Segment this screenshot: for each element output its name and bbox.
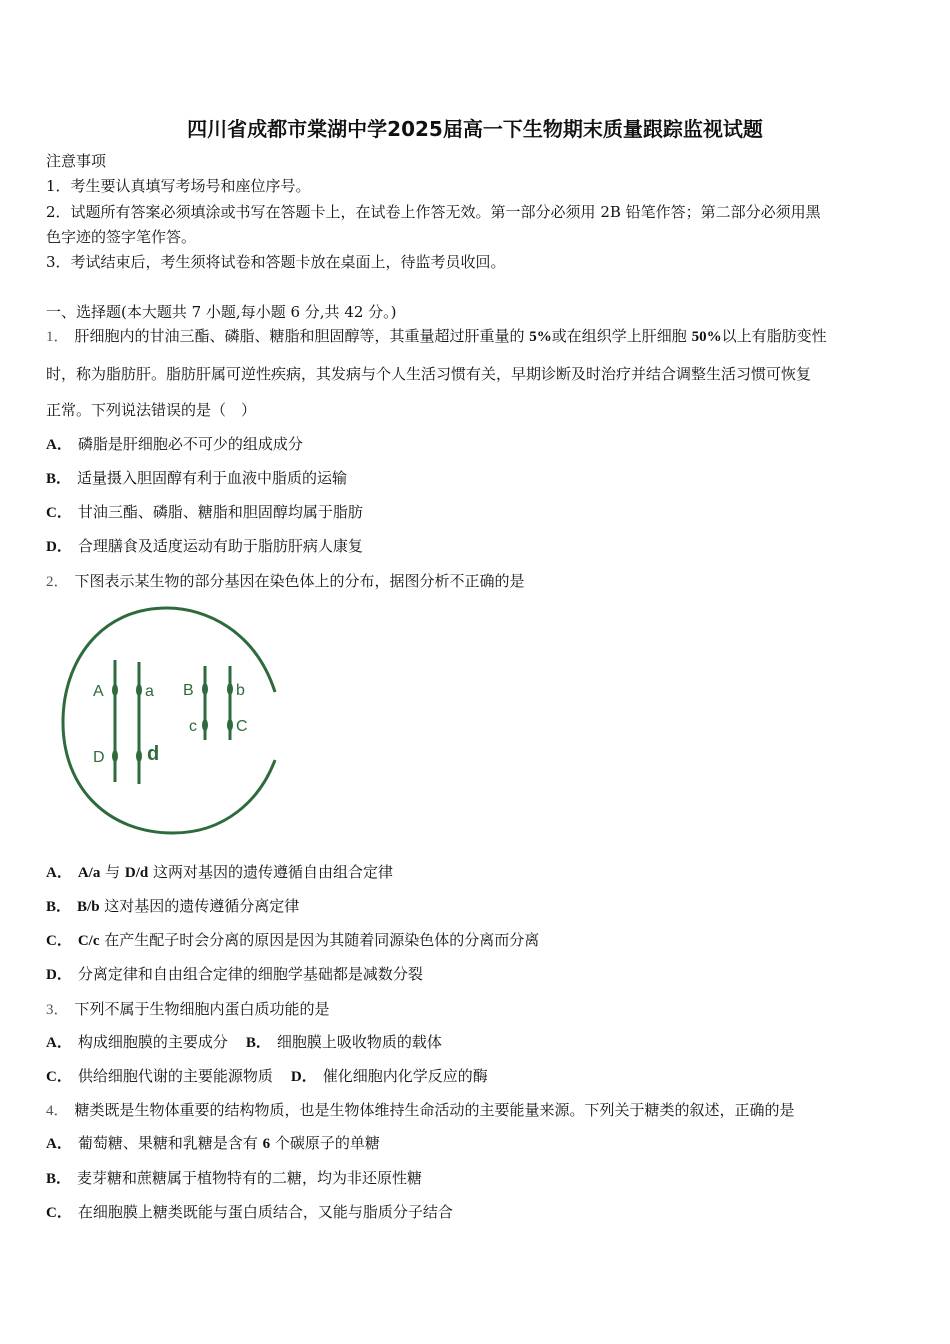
question-3-stem	[46, 999, 906, 1020]
question-2-text: 下图表示某生物的部分基因在染色体上的分布，据图分析不正确的是	[74, 572, 525, 590]
q1-option-c[interactable]	[46, 502, 906, 523]
option-text: 麦芽糖和蔗糖属于植物特有的二糖，均为非还原性糖	[77, 1169, 423, 1187]
question-4-text: 糖类既是生物体重要的结构物质，也是生物体维持生命活动的主要能量来源。下列关于糖类的叙述，正确的是	[74, 1101, 795, 1119]
option-letter: A．	[46, 1136, 72, 1152]
question-1-line-3: 正常。下列说法错误的是（ ）	[46, 401, 257, 419]
option-text: 磷脂是肝细胞必不可少的组成成分	[77, 435, 303, 453]
question-3-text: 下列不属于生物细胞内蛋白质功能的是	[74, 1000, 330, 1018]
label-b: b	[236, 682, 245, 699]
q1-option-d[interactable]	[46, 536, 906, 557]
notice-item-2: 2．试题所有答案必须填涂或书写在答题卡上，在试卷上作答无效。第一部分必须用 2B 铅笔作答；第二部分必须用黑	[46, 203, 821, 221]
q2-option-d[interactable]	[46, 964, 906, 985]
option-letter: B．	[46, 1171, 72, 1187]
notice-heading: 注意事项	[46, 152, 107, 170]
gene-label: C/c	[77, 933, 100, 949]
q4-option-c[interactable]	[46, 1202, 906, 1223]
option-text: 合理膳食及适度运动有助于脂肪肝病人康复	[77, 537, 363, 555]
option-text: 在细胞膜上糖类既能与蛋白质结合，又能与脂质分子结合	[77, 1203, 453, 1221]
option-text: 甘油三酯、磷脂、糖脂和胆固醇均属于脂肪	[77, 503, 363, 521]
question-2-stem	[46, 571, 906, 592]
option-letter: D．	[46, 539, 72, 555]
question-4-stem	[46, 1100, 906, 1121]
gene-label: A/a	[77, 865, 101, 881]
notice-item-1: 1．考生要认真填写考场号和座位序号。	[46, 177, 311, 195]
q3-option-a[interactable]	[46, 1033, 228, 1051]
option-letter: B．	[46, 899, 72, 915]
option-letter: A．	[46, 865, 72, 881]
chromosome-gene-figure	[55, 600, 280, 840]
gene-label: D/d	[124, 865, 149, 881]
option-text: 适量摄入胆固醇有利于血液中脂质的运输	[77, 469, 348, 487]
q2-option-b[interactable]	[46, 896, 906, 917]
q1-text-a: 肝细胞内的甘油三酯、磷脂、糖脂和胆固醇等，其重量超过肝重量的	[74, 327, 530, 345]
label-c: c	[189, 718, 197, 735]
option-letter: A．	[46, 1035, 72, 1051]
notice-item-2-cont: 色字迹的签字笔作答。	[46, 228, 197, 246]
option-text: 分离定律和自由组合定律的细胞学基础都是减数分裂	[77, 965, 423, 983]
page-title: 四川省成都市棠湖中学2025届高一下生物期末质量跟踪监视试题	[187, 117, 763, 141]
option-letter: C．	[46, 1069, 72, 1085]
locus-c	[202, 719, 208, 731]
label-D: D	[93, 749, 105, 766]
question-1-number: 1．	[46, 329, 69, 345]
option-text: 这两对基因的遗传遵循自由组合定律	[148, 863, 394, 881]
label-A: A	[93, 683, 104, 700]
locus-d	[136, 750, 142, 762]
q3-option-c[interactable]	[46, 1067, 273, 1085]
option-text: 个碳原子的单糖	[270, 1134, 380, 1152]
option-text: 葡萄糖、果糖和乳糖是含有	[77, 1134, 263, 1152]
locus-b	[227, 683, 233, 695]
label-C: C	[236, 718, 248, 735]
question-2-number: 2．	[46, 574, 69, 590]
question-1-line-1	[46, 326, 906, 347]
option-number: 6	[262, 1136, 271, 1152]
q2-option-a[interactable]	[46, 862, 906, 883]
locus-A	[112, 684, 118, 696]
label-a: a	[145, 683, 154, 700]
option-letter: D．	[46, 967, 72, 983]
q3-option-d[interactable]	[291, 1067, 488, 1085]
q4-option-a[interactable]	[46, 1133, 906, 1154]
locus-B	[202, 683, 208, 695]
q3-option-b[interactable]	[246, 1033, 442, 1051]
q1-text-d: 50%	[691, 329, 722, 345]
q1-text-b: 5%	[529, 329, 552, 345]
option-letter: A．	[46, 437, 72, 453]
q4-option-b[interactable]	[46, 1168, 906, 1189]
q1-option-b[interactable]	[46, 468, 906, 489]
option-text: 供给细胞代谢的主要能源物质	[77, 1067, 273, 1085]
locus-D	[112, 750, 118, 762]
option-letter: B．	[46, 471, 72, 487]
option-letter: C．	[46, 505, 72, 521]
section-heading: 一、选择题(本大题共 7 小题,每小题 6 分,共 42 分。)	[46, 303, 397, 321]
locus-a	[136, 684, 142, 696]
q1-option-a[interactable]	[46, 434, 906, 455]
option-text: 细胞膜上吸收物质的载体	[276, 1033, 442, 1051]
option-text: 催化细胞内化学反应的酶	[322, 1067, 488, 1085]
option-letter: B．	[245, 1035, 271, 1051]
option-text: 在产生配子时会分离的原因是因为其随着同源染色体的分离而分离	[99, 931, 540, 949]
option-text: 与	[100, 863, 125, 881]
label-d: d	[147, 743, 160, 765]
option-letter: C．	[46, 933, 72, 949]
q1-text-c: 或在组织学上肝细胞	[551, 327, 692, 345]
question-3-number: 3．	[46, 1002, 69, 1018]
q3-options-row-2	[46, 1066, 906, 1087]
q3-options-row-1	[46, 1032, 906, 1053]
option-text: 这对基因的遗传遵循分离定律	[99, 897, 300, 915]
option-text: 构成细胞膜的主要成分	[77, 1033, 228, 1051]
q2-option-c[interactable]	[46, 930, 906, 951]
gene-label: B/b	[77, 899, 100, 915]
locus-C	[227, 719, 233, 731]
option-letter: C．	[46, 1205, 72, 1221]
question-4-number: 4．	[46, 1103, 69, 1119]
option-letter: D．	[290, 1069, 317, 1085]
notice-item-3: 3．考试结束后，考生须将试卷和答题卡放在桌面上，待监考员收回。	[46, 253, 506, 271]
label-B: B	[183, 682, 194, 699]
q1-text-e: 以上有脂肪变性	[721, 327, 827, 345]
question-1-line-2: 时，称为脂肪肝。脂肪肝属可逆性疾病，其发病与个人生活习惯有关，早期诊断及时治疗并结合调整生活习惯可恢复	[46, 365, 812, 383]
